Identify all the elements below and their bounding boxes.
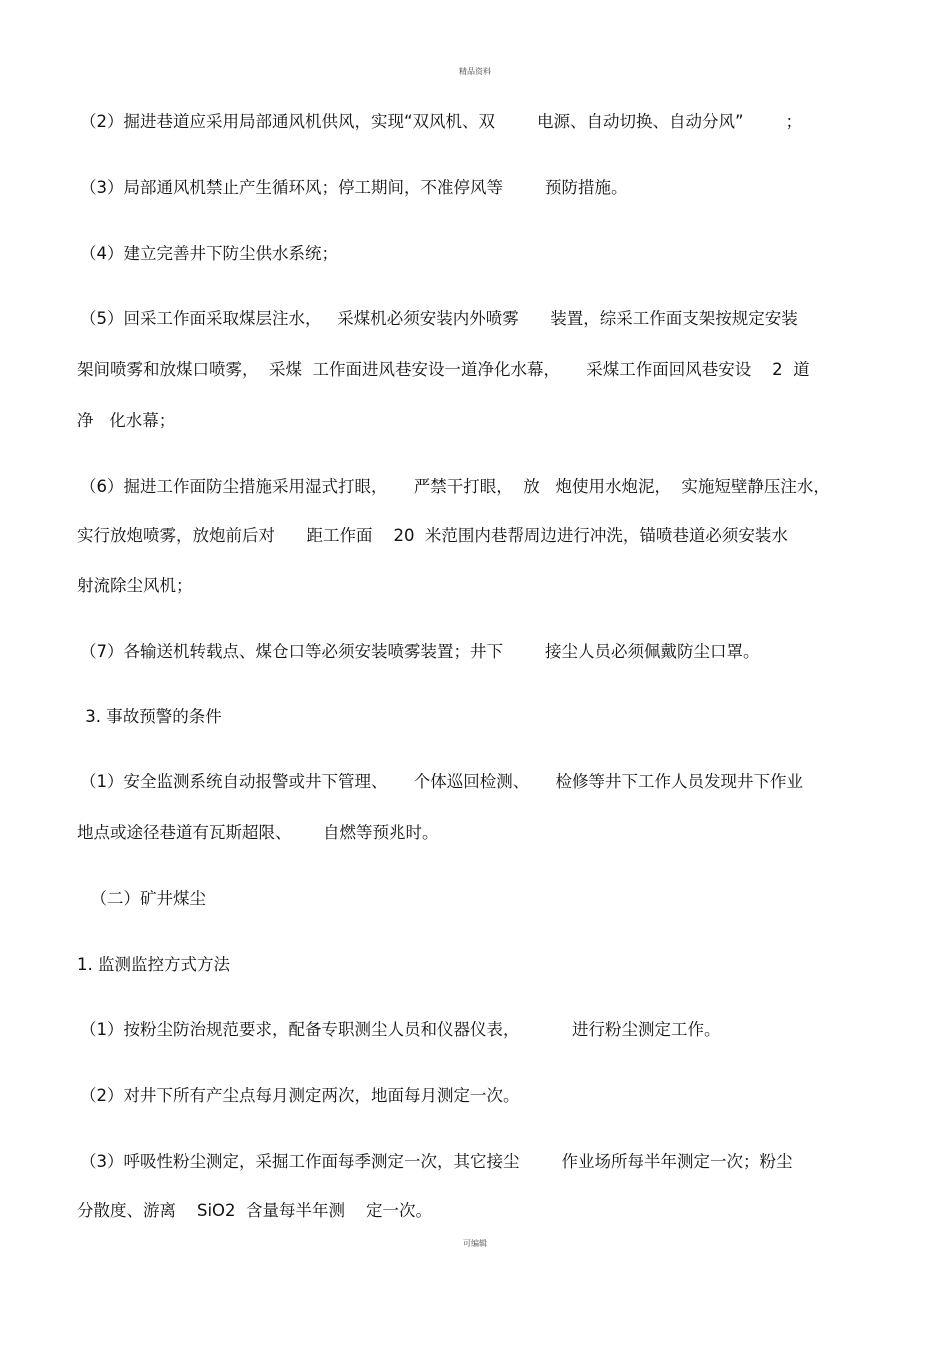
text-line: （2）对井下所有产尘点每月测定两次，地面每月测定一次。 <box>80 1086 520 1105</box>
header-note: 精品资料 <box>459 67 491 76</box>
section-heading: 3. 事故预警的条件 <box>80 707 222 726</box>
text-line: （3）局部通风机禁止产生循环风；停工期间，不准停风等 预防措施。 <box>80 178 628 197</box>
text-line: 净 化水幕； <box>77 411 176 430</box>
text-line: （3）呼吸性粉尘测定，采掘工作面每季测定一次，其它接尘 作业场所每半年测定一次；粉尘 <box>80 1152 793 1171</box>
text-line: （2）掘进巷道应采用局部通风机供风，实现“双风机、双 电源、自动切换、自动分风” ； <box>80 112 803 131</box>
section-heading: （二）矿井煤尘 <box>80 889 206 908</box>
text-line: （5）回采工作面采取煤层注水， 采煤机必须安装内外喷雾 装置，综采工作面支架按规定安装 <box>80 309 798 328</box>
section-heading: 1. 监测监控方式方法 <box>77 955 230 974</box>
text-line: 架间喷雾和放煤口喷雾， 采煤 工作面进风巷安设一道净化水幕， 采煤工作面回风巷安设 2 道 <box>77 360 810 379</box>
text-line: （7）各输送机转载点、煤仓口等必须安装喷雾装置；井下 接尘人员必须佩戴防尘口罩。 <box>80 642 760 661</box>
text-line: 地点或途径巷道有瓦斯超限、 自燃等预兆时。 <box>77 823 439 842</box>
text-line: 分散度、游离 SiO2 含量每半年测 定一次。 <box>77 1201 432 1220</box>
footer-note: 可编辑 <box>463 1239 487 1248</box>
text-line: （4）建立完善井下防尘供水系统； <box>80 244 338 263</box>
text-line: 实行放炮喷雾，放炮前后对 距工作面 20 米范围内巷帮周边进行冲洗，锚喷巷道必须安装水 <box>77 526 788 545</box>
text-line: 射流除尘风机； <box>77 576 193 595</box>
text-line: （1）安全监测系统自动报警或井下管理、 个体巡回检测、 检修等井下工作人员发现井下作业 <box>80 772 803 791</box>
text-line: （1）按粉尘防治规范要求，配备专职测尘人员和仪器仪表， 进行粉尘测定工作。 <box>80 1020 721 1039</box>
text-line: （6）掘进工作面防尘措施采用湿式打眼， 严禁干打眼， 放 炮使用水炮泥， 实施短壁静压注水， <box>80 477 830 496</box>
